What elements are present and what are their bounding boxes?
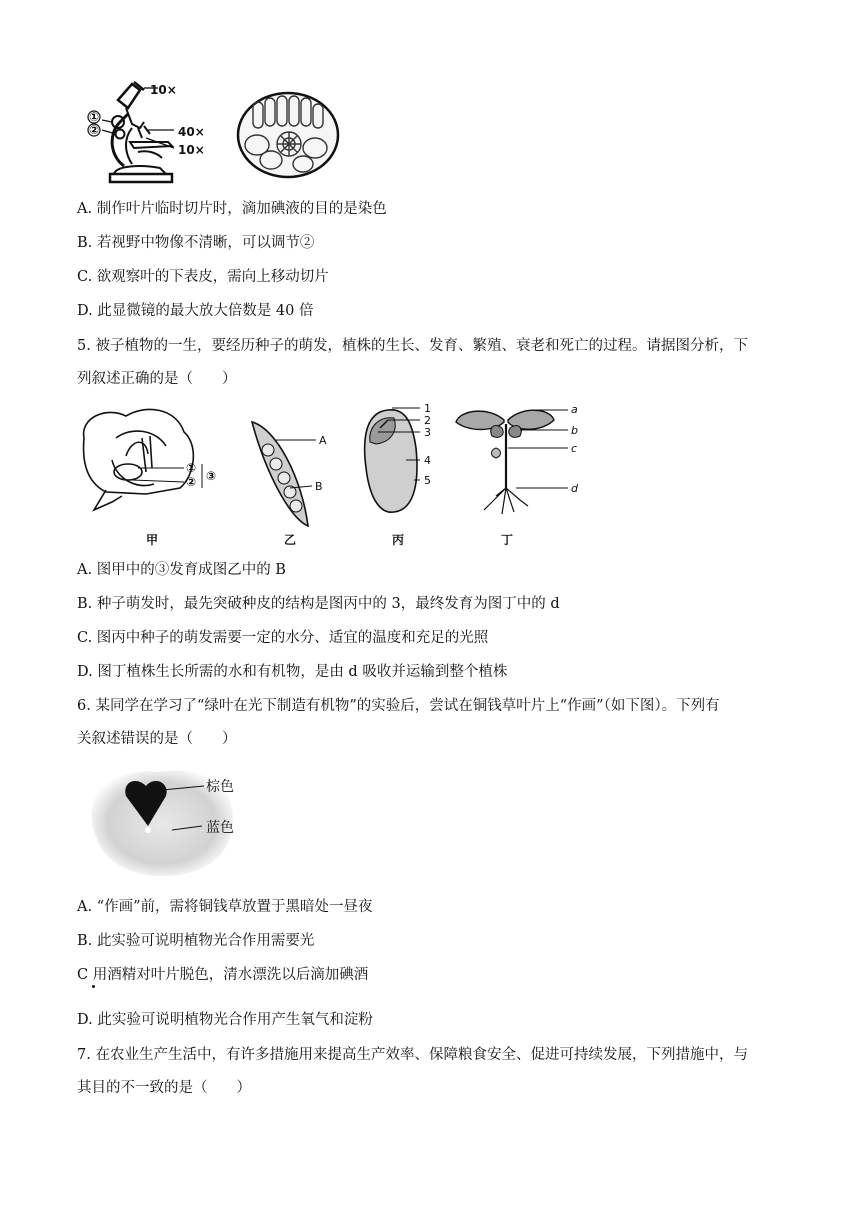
seedling-label-b: b: [571, 424, 578, 437]
q6-stem-line2: 关叙述错误的是（ ）: [77, 731, 237, 747]
q5-stem-line2: 列叙述正确的是（ ）: [77, 371, 237, 387]
leaf-painting-figure: [82, 764, 262, 882]
seed-diagram: [365, 410, 417, 512]
label-brown: 棕色: [206, 779, 234, 795]
seedling-label-a: a: [571, 403, 578, 416]
q6-option-c: C 用酒精对叶片脱色，清水漂洗以后滴加碘酒: [77, 967, 369, 983]
label-objective-high: 40×: [178, 125, 205, 139]
caption-yi: 乙: [284, 533, 297, 547]
flower-label-3: ③: [206, 469, 217, 483]
label-eyepiece: 10×: [150, 83, 177, 97]
q7-stem-line2: 其目的不一致的是（ ）: [77, 1080, 251, 1096]
stray-dot: [92, 985, 95, 988]
q5-option-d: D. 图丁植株生长所需的水和有机物，是由 d 吸收并运输到整个植株: [77, 664, 508, 680]
q4-option-b: B. 若视野中物像不清晰，可以调节②: [77, 235, 315, 251]
seed-label-2: 2: [424, 414, 431, 427]
microscope-figure: [80, 78, 225, 190]
label-knob-2: ②: [89, 123, 100, 137]
caption-ding: 丁: [501, 533, 514, 547]
pod-diagram: [252, 422, 308, 526]
pod-label-b: B: [315, 480, 323, 493]
seed-label-4: 4: [424, 454, 431, 467]
q6-stem-line1: 6. 某同学在学习了“绿叶在光下制造有机物”的实验后，尝试在铜钱草叶片上“作画”（如下图）。下列有: [77, 698, 720, 714]
caption-jia: 甲: [146, 533, 159, 547]
caption-bing: 丙: [392, 533, 405, 547]
flower-label-2: ②: [186, 475, 197, 489]
pod-label-a: A: [319, 434, 327, 447]
q6-option-d: D. 此实验可说明植物光合作用产生氧气和淀粉: [77, 1012, 373, 1028]
seedling-diagram: [456, 410, 554, 514]
q5-option-b: B. 种子萌发时，最先突破种皮的结构是图丙中的 3，最终发育为图丁中的 d: [77, 596, 560, 612]
flower-diagram: [84, 409, 197, 510]
q7-stem-line1: 7. 在农业生产生活中，有许多措施用来提高生产效率、保障粮食安全、促进可持续发展，下列措施中，与: [77, 1047, 748, 1063]
q5-stem-line1: 5. 被子植物的一生，要经历种子的萌发，植株的生长、发育、繁殖、衰老和死亡的过程。请据图分析，下: [77, 338, 748, 354]
q4-option-c: C. 欲观察叶的下表皮，需向上移动切片: [77, 269, 329, 285]
q6-option-a: A. “作画”前，需将铜钱草放置于黑暗处一昼夜: [77, 899, 373, 915]
seed-label-1: 1: [424, 402, 431, 415]
q5-option-a: A. 图甲中的③发育成图乙中的 B: [77, 562, 286, 578]
seedling-label-d: d: [571, 482, 578, 495]
q4-option-d: D. 此显微镜的最大放大倍数是 40 倍: [77, 303, 314, 319]
seed-label-5: 5: [424, 474, 431, 487]
q5-option-c: C. 图丙中种子的萌发需要一定的水分、适宜的温度和充足的光照: [77, 630, 489, 646]
leaf-cell-view: [235, 90, 341, 180]
label-blue: 蓝色: [206, 820, 234, 836]
seedling-label-c: c: [571, 442, 578, 455]
flower-label-1: ①: [186, 461, 197, 475]
seed-label-3: 3: [424, 426, 431, 439]
label-knob-1: ①: [89, 110, 100, 124]
q4-option-a: A. 制作叶片临时切片时，滴加碘液的目的是染色: [77, 201, 387, 217]
label-objective-low: 10×: [178, 143, 205, 157]
plant-lifecycle-figure: [76, 398, 596, 550]
q6-option-b: B. 此实验可说明植物光合作用需要光: [77, 933, 315, 949]
